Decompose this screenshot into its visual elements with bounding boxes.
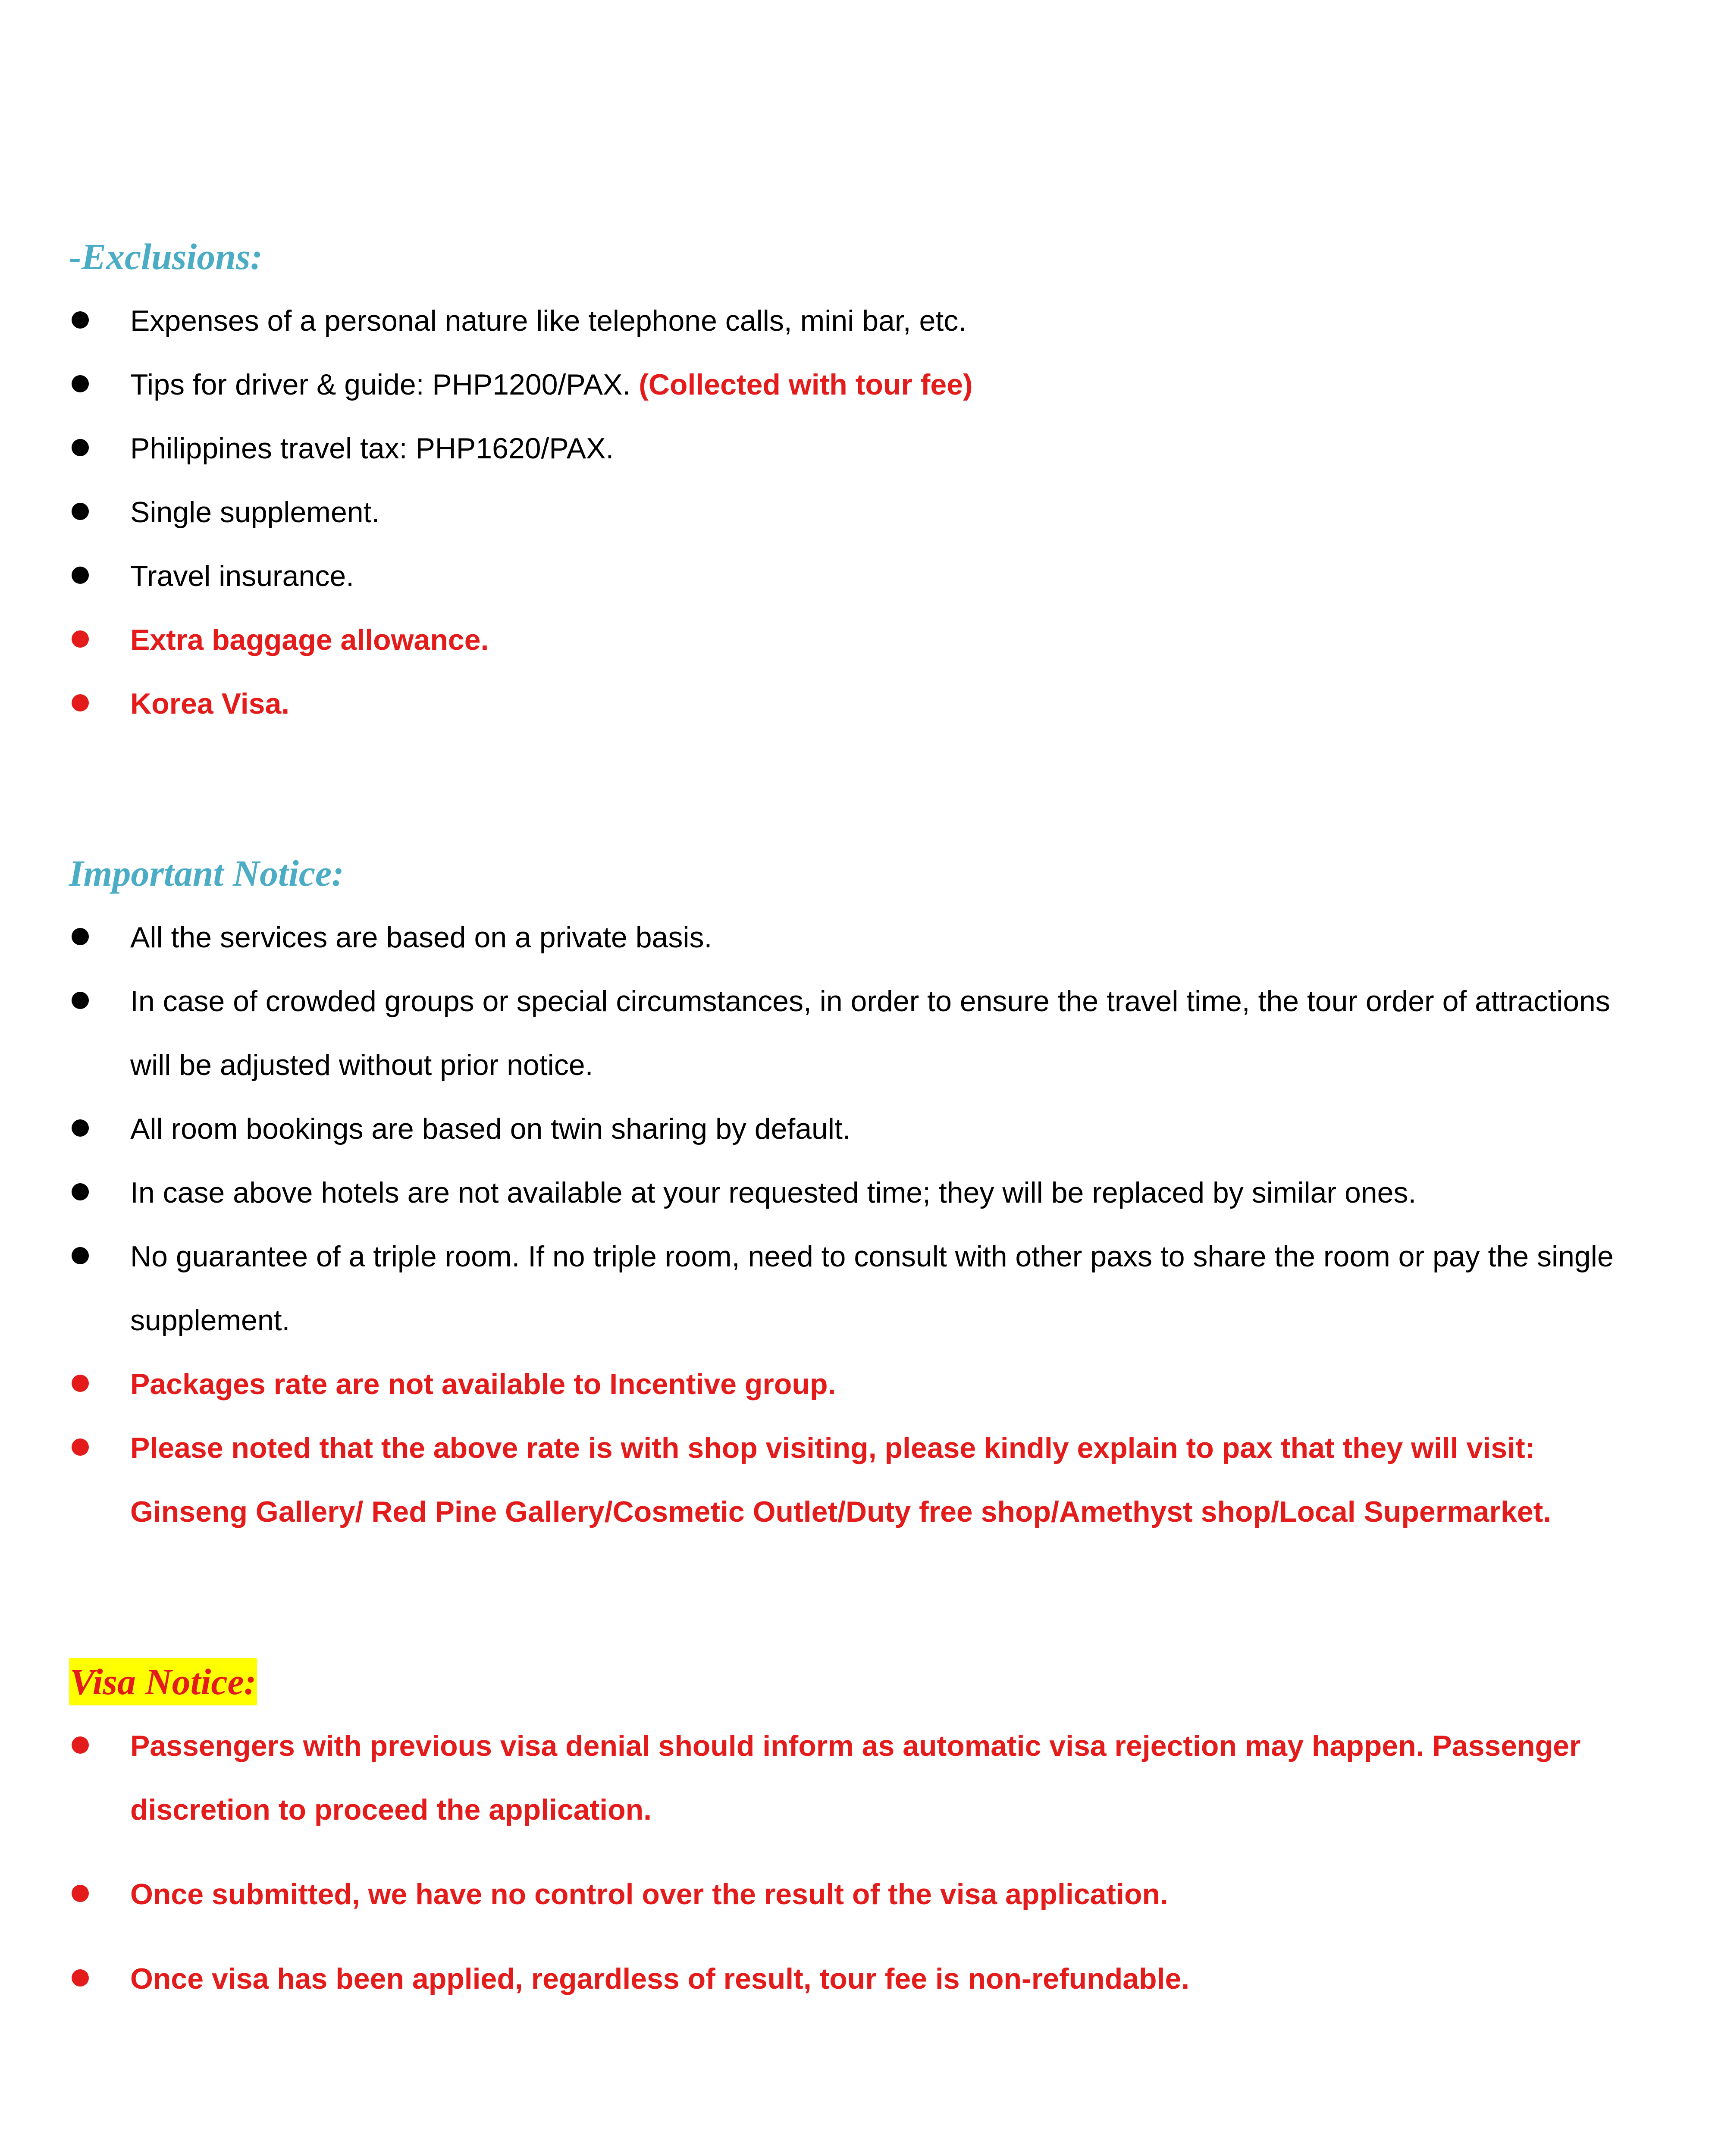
list-item bbox=[69, 1416, 1643, 1544]
item-text: No guarantee of a triple room. If no triple room, need to consult with other paxs to share the room or pay the single supplement. bbox=[130, 1240, 1614, 1337]
item-text: Expenses of a personal nature like telephone calls, mini bar, etc. bbox=[130, 304, 967, 337]
item-text: In case of crowded groups or special circumstances, in order to ensure the travel time, the tour order of attractions will be adjusted without prior notice. bbox=[130, 985, 1610, 1081]
bullet-icon bbox=[72, 1375, 89, 1392]
item-text: All room bookings are based on twin sharing by default. bbox=[130, 1112, 851, 1145]
bullet-icon bbox=[72, 992, 89, 1009]
bullet-icon bbox=[72, 1969, 89, 1987]
list-item bbox=[69, 1862, 1643, 1926]
item-text: Single supplement. bbox=[130, 496, 380, 529]
list-item bbox=[69, 353, 1643, 417]
bullet-icon bbox=[72, 694, 89, 711]
list-item bbox=[69, 1225, 1643, 1352]
item-text: Travel insurance. bbox=[130, 560, 354, 592]
item-text: Korea Visa. bbox=[130, 687, 290, 720]
list-item bbox=[69, 289, 1643, 353]
bullet-icon bbox=[72, 928, 89, 945]
list-item bbox=[69, 608, 1643, 672]
bullet-icon bbox=[72, 503, 89, 520]
list-item bbox=[69, 544, 1643, 608]
visa-notice-section bbox=[69, 1658, 1643, 2011]
list-item bbox=[69, 1352, 1643, 1416]
list-item bbox=[69, 1097, 1643, 1161]
item-text: In case above hotels are not available at your requested time; they will be replaced by similar ones. bbox=[130, 1176, 1417, 1209]
item-text: Once visa has been applied, regardless of result, tour fee is non-refundable. bbox=[130, 1962, 1190, 1995]
bullet-icon bbox=[72, 311, 89, 329]
visa-notice-list bbox=[69, 1714, 1643, 2011]
exclusions-section bbox=[69, 233, 1643, 736]
bullet-icon bbox=[72, 1119, 89, 1137]
bullet-icon bbox=[72, 1736, 89, 1754]
list-item bbox=[69, 1714, 1643, 1842]
bullet-icon bbox=[72, 1885, 89, 1902]
list-item bbox=[69, 480, 1643, 544]
list-item bbox=[69, 969, 1643, 1097]
item-text: Once submitted, we have no control over the result of the visa application. bbox=[130, 1878, 1168, 1911]
bullet-icon bbox=[72, 567, 89, 584]
item-text: Please noted that the above rate is with shop visiting, please kindly explain to pax that they will visit: Ginseng Gallery/ Red Pine Gallery/Cosmetic Outlet/Duty free shop/Amethyst shop/Local Supermarket. bbox=[130, 1432, 1552, 1528]
bullet-icon bbox=[72, 1247, 89, 1264]
list-item bbox=[69, 1947, 1643, 2011]
item-accent-text: (Collected with tour fee) bbox=[639, 368, 973, 401]
bullet-icon bbox=[72, 1183, 89, 1200]
bullet-icon bbox=[72, 375, 89, 392]
bullet-icon bbox=[72, 1438, 89, 1456]
item-text: Passengers with previous visa denial should inform as automatic visa rejection may happen. Passenger discretion to proceed the application. bbox=[130, 1730, 1581, 1826]
important-notice-list bbox=[69, 906, 1643, 1544]
exclusions-heading: -Exclusions: bbox=[69, 236, 263, 277]
item-text: Packages rate are not available to Incentive group. bbox=[130, 1368, 836, 1401]
item-text: Philippines travel tax: PHP1620/PAX. bbox=[130, 432, 614, 465]
bullet-icon bbox=[72, 439, 89, 456]
visa-notice-heading: Visa Notice: bbox=[69, 1658, 257, 1705]
important-notice-section bbox=[69, 849, 1643, 1544]
bullet-icon bbox=[72, 630, 89, 648]
item-text: All the services are based on a private basis. bbox=[130, 921, 712, 954]
list-item bbox=[69, 1161, 1643, 1225]
exclusions-list bbox=[69, 289, 1643, 736]
important-notice-heading: Important Notice: bbox=[69, 852, 344, 894]
list-item bbox=[69, 906, 1643, 969]
list-item bbox=[69, 672, 1643, 736]
item-text: Tips for driver & guide: PHP1200/PAX. bbox=[130, 368, 639, 401]
item-text: Extra baggage allowance. bbox=[130, 624, 489, 656]
list-item bbox=[69, 417, 1643, 480]
